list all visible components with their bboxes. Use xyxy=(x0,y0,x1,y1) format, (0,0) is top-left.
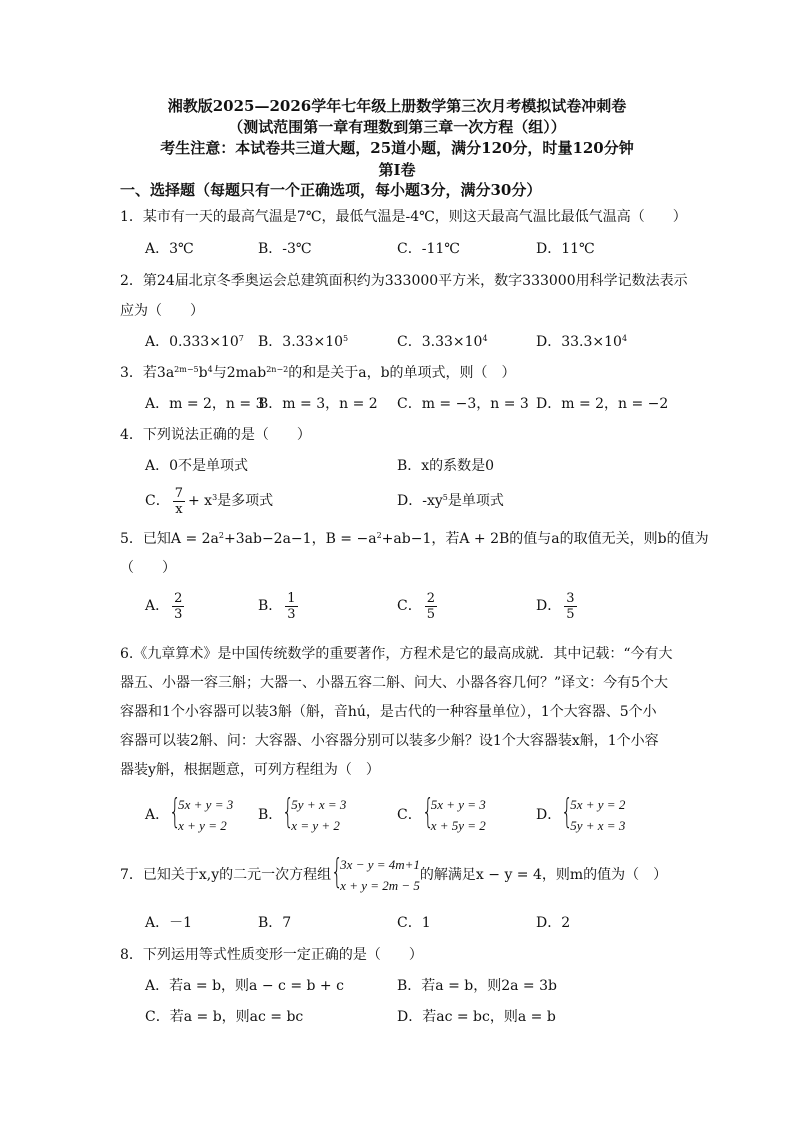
question-1-stem: 1．某市有一天的最高气温是7℃，最低气温是-4℃，则这天最高气温比最低气温高（ ） xyxy=(120,209,687,225)
q8-option-a: A．若a = b，则a − c = b + c xyxy=(145,978,344,994)
question-2-stem-line1: 2．第24届北京冬季奥运会总建筑面积约为333000平方米，数字333000用科学记数法表示 xyxy=(120,273,688,289)
q4-option-a: A．0不是单项式 xyxy=(145,458,249,474)
q7-option-d: D．2 xyxy=(536,915,571,931)
q4-option-c: C． $\frac{7}{x}$ + $x^3$是多项式 xyxy=(145,485,274,517)
question-3-stem: 3．若$3a^{2m-5}b^4$与2mab$^{2n-2}$的和是关于a，b的单项式，则（ ） xyxy=(120,365,516,381)
q8-option-c: C．若a = b，则ac = bc xyxy=(145,1009,304,1025)
equation-system: { 5x + y = 3 x + y = 2 xyxy=(169,792,234,833)
question-6-line5: 器装y斛，根据题意，可列方程组为（ ） xyxy=(120,762,380,778)
q1-option-a: A．3℃ xyxy=(145,241,194,257)
q2-option-b: B．$3.33\times 10^5$ xyxy=(258,334,349,350)
question-5-stem-line2: （ ） xyxy=(120,560,176,576)
question-2-stem-line2: 应为（ ） xyxy=(120,303,204,319)
equation-system: { 5y + x = 3 x = y + 2 xyxy=(282,792,347,833)
equation-system: { 5x + y = 2 5y + x = 3 xyxy=(561,792,626,833)
brace-icon: { xyxy=(169,792,182,832)
question-5-stem-line1: 5．已知$A = 2a^2+3ab-2a-1$，$B = -a^2+ab-1$，若A + 2B的值与a的取值无关，则b的值为 xyxy=(120,531,709,547)
q2-option-a: A．$0.333\times 10^7$ xyxy=(145,334,244,350)
q5-option-c: C． $\frac{2}{5}$ xyxy=(397,590,435,622)
equation-system: { 5x + y = 3 x + 5y = 2 xyxy=(421,792,486,833)
q8-option-b: B．若a = b，则2a = 3b xyxy=(397,978,557,994)
q7-option-a: A．－1 xyxy=(145,915,193,931)
q3-option-c: C．m = −3，n = 3 xyxy=(397,396,529,412)
q3-option-b: B．m = 3，n = 2 xyxy=(258,396,378,412)
question-8-stem: 8．下列运用等式性质变形一定正确的是（ ） xyxy=(120,947,423,963)
q1-option-b: B．-3℃ xyxy=(258,241,312,257)
q6-option-a: A． { 5x + y = 3 x + y = 2 xyxy=(145,794,233,836)
q6-option-b: B． { 5y + x = 3 x = y + 2 xyxy=(258,794,346,836)
question-6-line1: 6.《九章算术》是中国传统数学的重要著作，方程术是它的最高成就．其中记载：“今有大 xyxy=(120,646,673,662)
exam-title: 湘教版2025—2026学年七年级上册数学第三次月考模拟试卷冲刺卷 xyxy=(167,97,627,115)
q7-option-c: C．1 xyxy=(397,915,431,931)
fraction: $\frac{1}{3}$ xyxy=(287,590,296,622)
q2-option-c: C．$3.33\times 10^4$ xyxy=(397,334,488,350)
section-title: 一、选择题（每题只有一个正确选项，每小题3分，满分30分） xyxy=(120,181,542,199)
q5-option-d: D． $\frac{3}{5}$ xyxy=(536,590,575,622)
brace-icon: { xyxy=(421,792,434,832)
fraction: $\frac{2}{5}$ xyxy=(426,590,435,622)
q5-option-b: B． $\frac{1}{3}$ xyxy=(258,590,296,622)
q7-option-b: B．7 xyxy=(258,915,292,931)
exam-notice: 考生注意：本试卷共三道大题，25道小题，满分120分，时量120分钟 xyxy=(160,139,634,157)
fraction: $\frac{2}{3}$ xyxy=(174,590,183,622)
equation-system: { 3x − y = 4m+1 x + y = 2m − 5 xyxy=(331,852,420,893)
fraction: $\frac{7}{x}$ xyxy=(174,485,183,517)
question-6-line2: 器五、小器一容三斛；大器一、小器五容二斛、问大、小器各容几何？”译文：今有5个大 xyxy=(120,675,669,691)
q6-option-c: C． { 5x + y = 3 x + 5y = 2 xyxy=(397,794,486,836)
exam-scope: （测试范围第一章有理数到第三章一次方程（组）） xyxy=(228,118,566,136)
q3-option-d: D．m = 2，n = −2 xyxy=(536,396,669,412)
q3-option-a: A．m = 2，n = 3 xyxy=(145,396,265,412)
question-6-line3: 容器和1个小容器可以装3斛（斛，音hú，是古代的一种容量单位），1个大容器、5个小 xyxy=(120,704,657,720)
question-6-line4: 容器可以装2斛、问：大容器、小容器分别可以装多少斛？设1个大容器装x斛，1个小容 xyxy=(120,733,659,749)
q4-option-d: D．$-xy^5$是单项式 xyxy=(397,493,504,509)
volume-label: 第Ⅰ卷 xyxy=(378,161,416,179)
brace-icon: { xyxy=(561,792,574,832)
q6-option-d: D． { 5x + y = 2 5y + x = 3 xyxy=(536,794,625,836)
q2-option-d: D．$33.3\times 10^4$ xyxy=(536,334,628,350)
q1-option-d: D．11℃ xyxy=(536,241,595,257)
q1-option-c: C．-11℃ xyxy=(397,241,460,257)
q5-option-a: A． $\frac{2}{3}$ xyxy=(145,590,183,622)
q4-option-b: B．x的系数是0 xyxy=(397,458,495,474)
brace-icon: { xyxy=(282,792,295,832)
brace-icon: { xyxy=(331,852,344,892)
question-7-stem: 7．已知关于x,y的二元一次方程组 { 3x − y = 4m+1 x + y = 2m − 5 的解满足x − y = 4，则m的值为（ ） xyxy=(120,854,667,896)
fraction: $\frac{3}{5}$ xyxy=(566,590,575,622)
q8-option-d: D．若ac = bc，则a = b xyxy=(397,1009,556,1025)
question-4-stem: 4．下列说法正确的是（ ） xyxy=(120,427,311,443)
